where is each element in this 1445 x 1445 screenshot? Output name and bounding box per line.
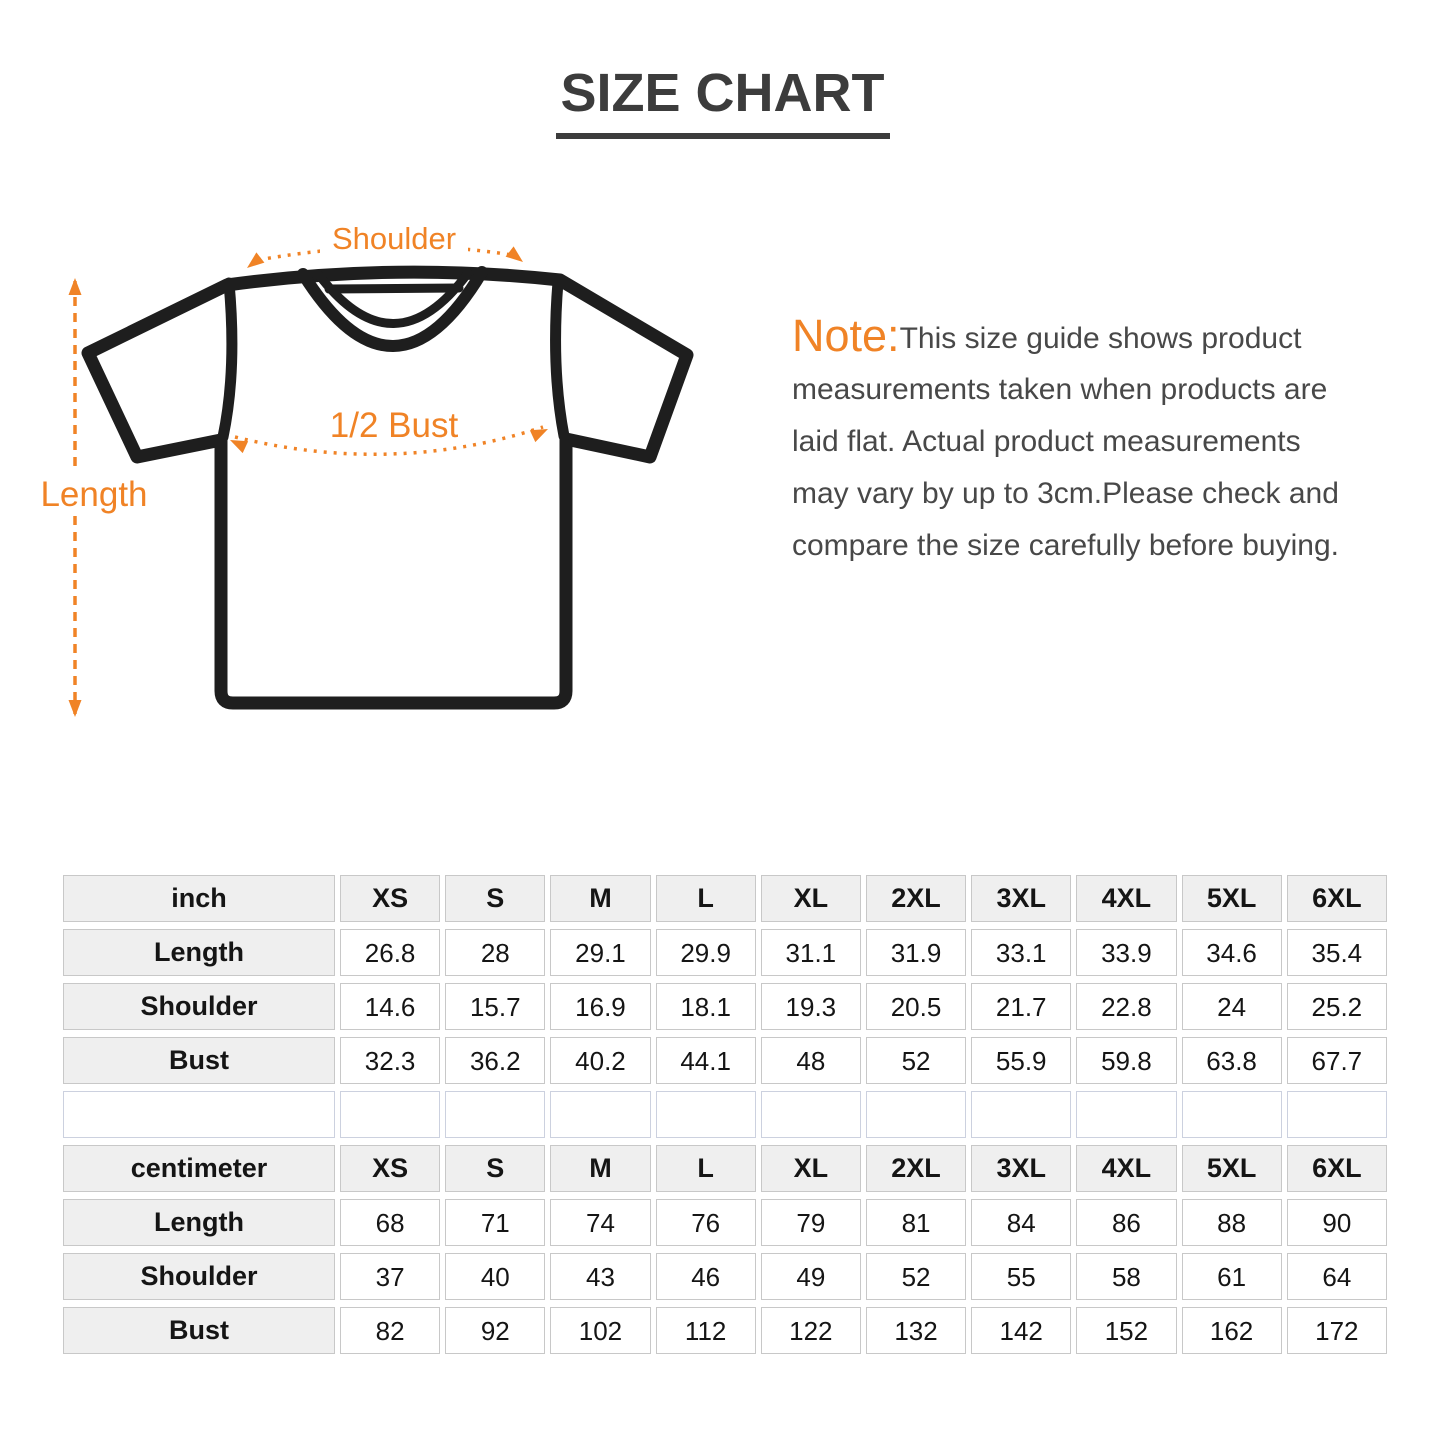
tshirt-diagram-svg	[30, 210, 750, 740]
value-cell: 58	[1076, 1253, 1176, 1300]
size-header-cell: 4XL	[1076, 1145, 1176, 1192]
size-header-row	[63, 875, 1387, 922]
note-line: laid flat. Actual product measurements	[792, 425, 1301, 458]
tshirt-outline	[88, 272, 687, 703]
value-cell: 16.9	[550, 983, 650, 1030]
value-cell: 29.9	[656, 929, 756, 976]
value-cell: 33.1	[971, 929, 1071, 976]
value-cell: 102	[550, 1307, 650, 1354]
value-cell: 48	[761, 1037, 861, 1084]
spacer-cell	[761, 1091, 861, 1138]
tshirt-diagram	[30, 210, 750, 740]
spacer-row	[63, 1091, 1387, 1138]
value-cell: 61	[1182, 1253, 1282, 1300]
value-cell: 63.8	[1182, 1037, 1282, 1084]
spacer-cell	[340, 1091, 440, 1138]
value-cell: 20.5	[866, 983, 966, 1030]
note-line: may vary by up to 3cm.Please check and	[792, 477, 1339, 510]
value-cell: 25.2	[1287, 983, 1387, 1030]
note	[792, 308, 1412, 572]
value-cell: 92	[445, 1307, 545, 1354]
bust-label: 1/2 Bust	[329, 406, 459, 445]
value-cell: 122	[761, 1307, 861, 1354]
row-label-cell: Bust	[63, 1037, 335, 1084]
value-cell: 33.9	[1076, 929, 1176, 976]
value-cell: 55	[971, 1253, 1071, 1300]
value-cell: 52	[866, 1037, 966, 1084]
size-header-cell: S	[445, 1145, 545, 1192]
value-cell: 35.4	[1287, 929, 1387, 976]
table-row	[63, 1307, 1387, 1354]
size-header-cell: 5XL	[1182, 1145, 1282, 1192]
size-header-cell: 2XL	[866, 875, 966, 922]
value-cell: 32.3	[340, 1037, 440, 1084]
spacer-cell	[445, 1091, 545, 1138]
value-cell: 44.1	[656, 1037, 756, 1084]
shoulder-arrow-right-icon	[506, 246, 527, 267]
spacer-cell	[1287, 1091, 1387, 1138]
table-row	[63, 929, 1387, 976]
value-cell: 24	[1182, 983, 1282, 1030]
value-cell: 172	[1287, 1307, 1387, 1354]
table-row	[63, 1199, 1387, 1246]
size-header-cell: 3XL	[971, 1145, 1071, 1192]
value-cell: 18.1	[656, 983, 756, 1030]
note-line	[792, 308, 1412, 364]
value-cell: 36.2	[445, 1037, 545, 1084]
shoulder-label: Shoulder	[331, 221, 457, 256]
length-arrow-up-icon	[69, 278, 82, 295]
row-label-cell: Length	[63, 929, 335, 976]
value-cell: 31.1	[761, 929, 861, 976]
value-cell: 55.9	[971, 1037, 1071, 1084]
value-cell: 82	[340, 1307, 440, 1354]
size-header-cell: M	[550, 1145, 650, 1192]
value-cell: 31.9	[866, 929, 966, 976]
value-cell: 49	[761, 1253, 861, 1300]
value-cell: 14.6	[340, 983, 440, 1030]
value-cell: 112	[656, 1307, 756, 1354]
value-cell: 19.3	[761, 983, 861, 1030]
value-cell: 28	[445, 929, 545, 976]
note-line: compare the size carefully before buying.	[792, 529, 1339, 562]
spacer-cell	[1182, 1091, 1282, 1138]
value-cell: 21.7	[971, 983, 1071, 1030]
value-cell: 68	[340, 1199, 440, 1246]
spacer-cell	[63, 1091, 335, 1138]
size-header-cell: L	[656, 875, 756, 922]
spacer-cell	[550, 1091, 650, 1138]
table-row	[63, 1037, 1387, 1084]
value-cell: 88	[1182, 1199, 1282, 1246]
length-arrow-down-icon	[69, 700, 82, 717]
row-label-cell: Shoulder	[63, 983, 335, 1030]
value-cell: 52	[866, 1253, 966, 1300]
note-line-text: This size guide shows product	[899, 322, 1302, 355]
value-cell: 37	[340, 1253, 440, 1300]
spacer-cell	[1076, 1091, 1176, 1138]
value-cell: 86	[1076, 1199, 1176, 1246]
value-cell: 162	[1182, 1307, 1282, 1354]
size-header-row	[63, 1145, 1387, 1192]
size-header-cell: 3XL	[971, 875, 1071, 922]
row-label-cell: Bust	[63, 1307, 335, 1354]
size-header-cell: XL	[761, 875, 861, 922]
value-cell: 76	[656, 1199, 756, 1246]
shoulder-arrow-left-icon	[243, 252, 264, 273]
row-label-cell: Shoulder	[63, 1253, 335, 1300]
length-label: Length	[40, 475, 148, 514]
value-cell: 40.2	[550, 1037, 650, 1084]
value-cell: 71	[445, 1199, 545, 1246]
value-cell: 152	[1076, 1307, 1176, 1354]
size-header-cell: 4XL	[1076, 875, 1176, 922]
value-cell: 22.8	[1076, 983, 1176, 1030]
size-table	[58, 868, 1392, 1361]
value-cell: 59.8	[1076, 1037, 1176, 1084]
value-cell: 46	[656, 1253, 756, 1300]
unit-cell: centimeter	[63, 1145, 335, 1192]
value-cell: 84	[971, 1199, 1071, 1246]
value-cell: 67.7	[1287, 1037, 1387, 1084]
value-cell: 43	[550, 1253, 650, 1300]
value-cell: 142	[971, 1307, 1071, 1354]
size-header-cell: 5XL	[1182, 875, 1282, 922]
spacer-cell	[656, 1091, 756, 1138]
spacer-cell	[866, 1091, 966, 1138]
size-header-cell: S	[445, 875, 545, 922]
value-cell: 40	[445, 1253, 545, 1300]
value-cell: 79	[761, 1199, 861, 1246]
size-header-cell: L	[656, 1145, 756, 1192]
value-cell: 34.6	[1182, 929, 1282, 976]
value-cell: 90	[1287, 1199, 1387, 1246]
value-cell: 64	[1287, 1253, 1387, 1300]
size-header-cell: XL	[761, 1145, 861, 1192]
value-cell: 15.7	[445, 983, 545, 1030]
note-label: Note:	[792, 310, 900, 361]
size-header-cell: M	[550, 875, 650, 922]
note-line: measurements taken when products are	[792, 373, 1328, 406]
table-row	[63, 983, 1387, 1030]
collar-back-line	[329, 288, 459, 289]
table-row	[63, 1253, 1387, 1300]
title-area	[0, 62, 1445, 139]
unit-cell: inch	[63, 875, 335, 922]
value-cell: 81	[866, 1199, 966, 1246]
page-title: SIZE CHART	[556, 62, 890, 139]
size-header-cell: 6XL	[1287, 875, 1387, 922]
spacer-cell	[971, 1091, 1071, 1138]
size-header-cell: XS	[340, 1145, 440, 1192]
row-label-cell: Length	[63, 1199, 335, 1246]
value-cell: 26.8	[340, 929, 440, 976]
size-header-cell: XS	[340, 875, 440, 922]
size-header-cell: 2XL	[866, 1145, 966, 1192]
size-header-cell: 6XL	[1287, 1145, 1387, 1192]
value-cell: 29.1	[550, 929, 650, 976]
value-cell: 74	[550, 1199, 650, 1246]
value-cell: 132	[866, 1307, 966, 1354]
